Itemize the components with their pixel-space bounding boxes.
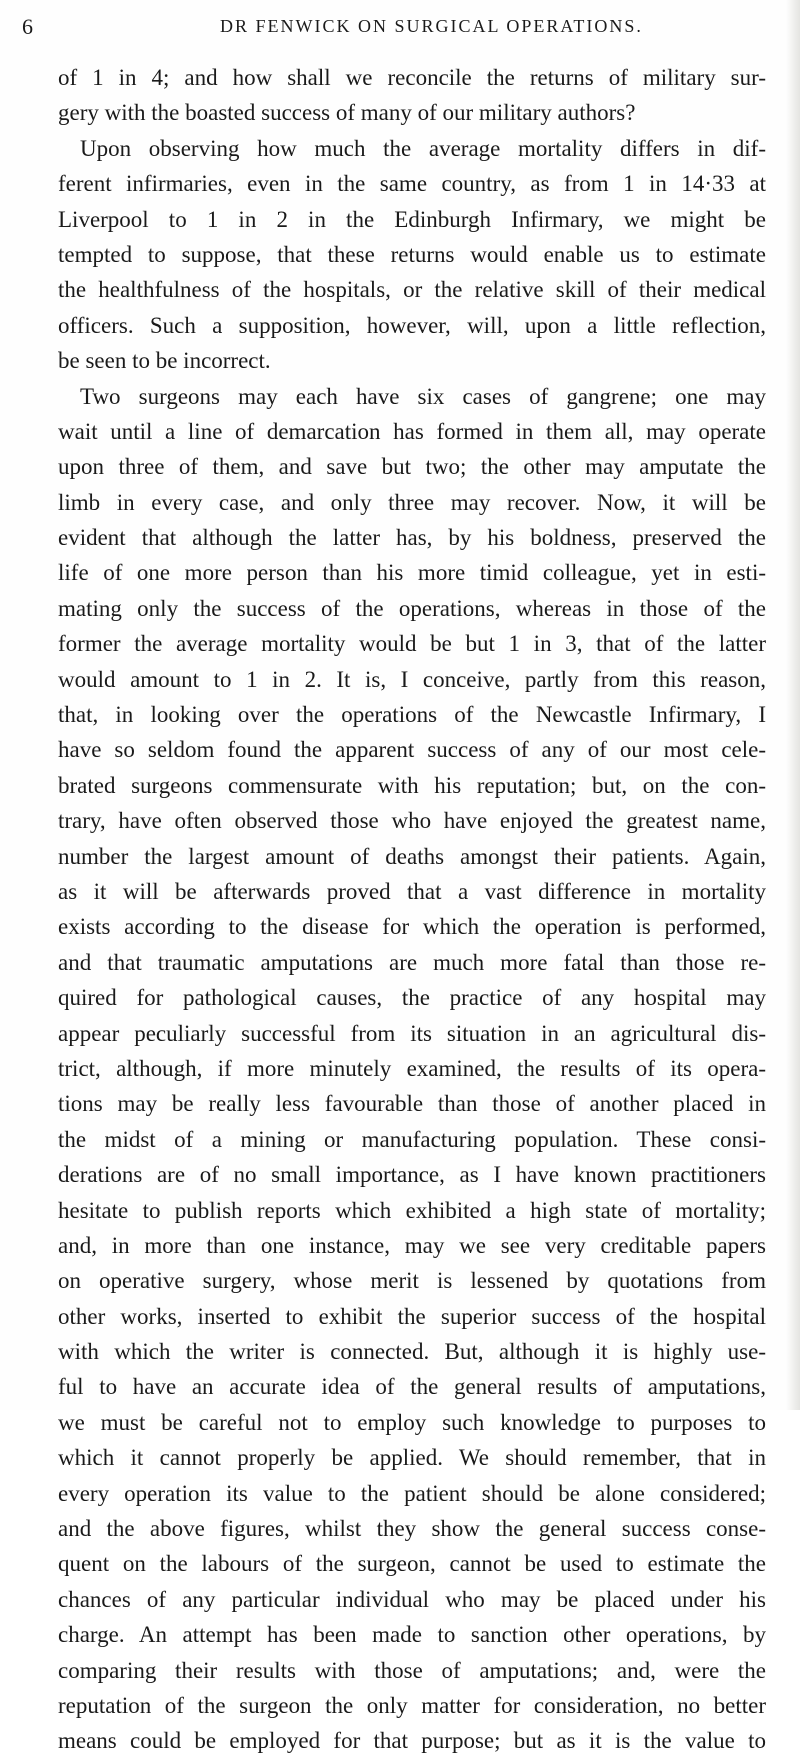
- running-head: [0, 14, 800, 44]
- text-line: every operation its value to the patient should be alone considered;: [58, 1480, 766, 1506]
- text-line: limb in every case, and only three may recover. Now, it will be: [58, 489, 766, 515]
- text-line: and, in more than one instance, may we see very creditable papers: [58, 1232, 766, 1258]
- text-line: chances of any particular individual who may be placed under his: [58, 1586, 766, 1612]
- text-line: quired for pathological causes, the practice of any hospital may: [58, 985, 766, 1011]
- text-line: and the above figures, whilst they show the general success conse-: [58, 1516, 766, 1542]
- text-line: of 1 in 4; and how shall we reconcile the returns of military sur-: [58, 65, 766, 90]
- text-line: former the average mortality would be but 1 in 3, that of the latter: [58, 631, 766, 657]
- page-edge-shadow: [786, 0, 800, 1410]
- text-line: Two surgeons may each have six cases of gangrene; one may: [80, 383, 766, 409]
- text-line: would amount to 1 in 2. It is, I conceive, partly from this reason,: [58, 666, 766, 692]
- text-line: appear peculiarly successful from its situation in an agricultural dis-: [58, 1020, 766, 1046]
- running-title: DR FENWICK ON SURGICAL OPERATIONS.: [220, 16, 643, 36]
- text-line: tions may be really less favourable than those of another placed in: [58, 1091, 766, 1117]
- text-line: Liverpool to 1 in 2 in the Edinburgh Infirmary, we might be: [58, 206, 766, 232]
- text-line: means could be employed for that purpose; but as it is the value to: [58, 1728, 766, 1754]
- page-number: 6: [22, 14, 34, 39]
- text-line: Upon observing how much the average mortality differs in dif-: [80, 135, 766, 161]
- text-line: have so seldom found the apparent success of any of our most cele-: [58, 737, 766, 763]
- text-line: ful to have an accurate idea of the general results of amputations,: [58, 1374, 766, 1400]
- text-line: as it will be afterwards proved that a vast difference in mortality: [58, 878, 766, 904]
- text-line: evident that although the latter has, by his boldness, preserved the: [58, 525, 766, 551]
- text-line: wait until a line of demarcation has formed in them all, may operate: [58, 418, 766, 444]
- text-line: which it cannot properly be applied. We should remember, that in: [58, 1445, 766, 1471]
- text-line: gery with the boasted success of many of our military authors?: [58, 100, 636, 126]
- text-line: hesitate to publish reports which exhibited a high state of mortality;: [58, 1197, 766, 1223]
- text-line: we must be careful not to employ such knowledge to purposes to: [58, 1409, 766, 1435]
- text-line: the midst of a mining or manufacturing population. These consi-: [58, 1126, 766, 1152]
- text-line: and that traumatic amputations are much more fatal than those re-: [58, 949, 766, 975]
- text-line: tempted to suppose, that these returns would enable us to estimate: [58, 241, 766, 267]
- text-line: mating only the success of the operations, whereas in those of the: [58, 595, 766, 621]
- text-line: ferent infirmaries, even in the same country, as from 1 in 14·33 at: [58, 171, 766, 197]
- text-line: other works, inserted to exhibit the superior success of the hospital: [58, 1303, 766, 1329]
- text-line: be seen to be incorrect.: [58, 348, 271, 374]
- text-line: charge. An attempt has been made to sanction other operations, by: [58, 1622, 766, 1648]
- text-line: comparing their results with those of amputations; and, were the: [58, 1657, 766, 1683]
- text-line: reputation of the surgeon the only matter for consideration, no better: [58, 1692, 766, 1718]
- text-line: the healthfulness of the hospitals, or the relative skill of their medical: [58, 277, 766, 303]
- text-line: on operative surgery, whose merit is lessened by quotations from: [58, 1268, 766, 1294]
- body-text: [58, 60, 766, 1759]
- text-line: quent on the labours of the surgeon, cannot be used to estimate the: [58, 1551, 766, 1577]
- text-line: life of one more person than his more timid colleague, yet in esti-: [58, 560, 766, 586]
- text-line: that, in looking over the operations of the Newcastle Infirmary, I: [58, 702, 766, 728]
- text-line: derations are of no small importance, as I have known practitioners: [58, 1162, 766, 1188]
- text-line: with which the writer is connected. But, although it is highly use-: [58, 1339, 766, 1365]
- text-line: exists according to the disease for which the operation is performed,: [58, 914, 766, 940]
- text-line: number the largest amount of deaths amongst their patients. Again,: [58, 843, 766, 869]
- text-line: officers. Such a supposition, however, will, upon a little reflection,: [58, 312, 766, 338]
- text-line: upon three of them, and save but two; the other may amputate the: [58, 454, 766, 480]
- text-line: trary, have often observed those who have enjoyed the greatest name,: [58, 808, 766, 834]
- text-line: brated surgeons commensurate with his reputation; but, on the con-: [58, 772, 766, 798]
- text-line: trict, although, if more minutely examined, the results of its opera-: [58, 1055, 766, 1081]
